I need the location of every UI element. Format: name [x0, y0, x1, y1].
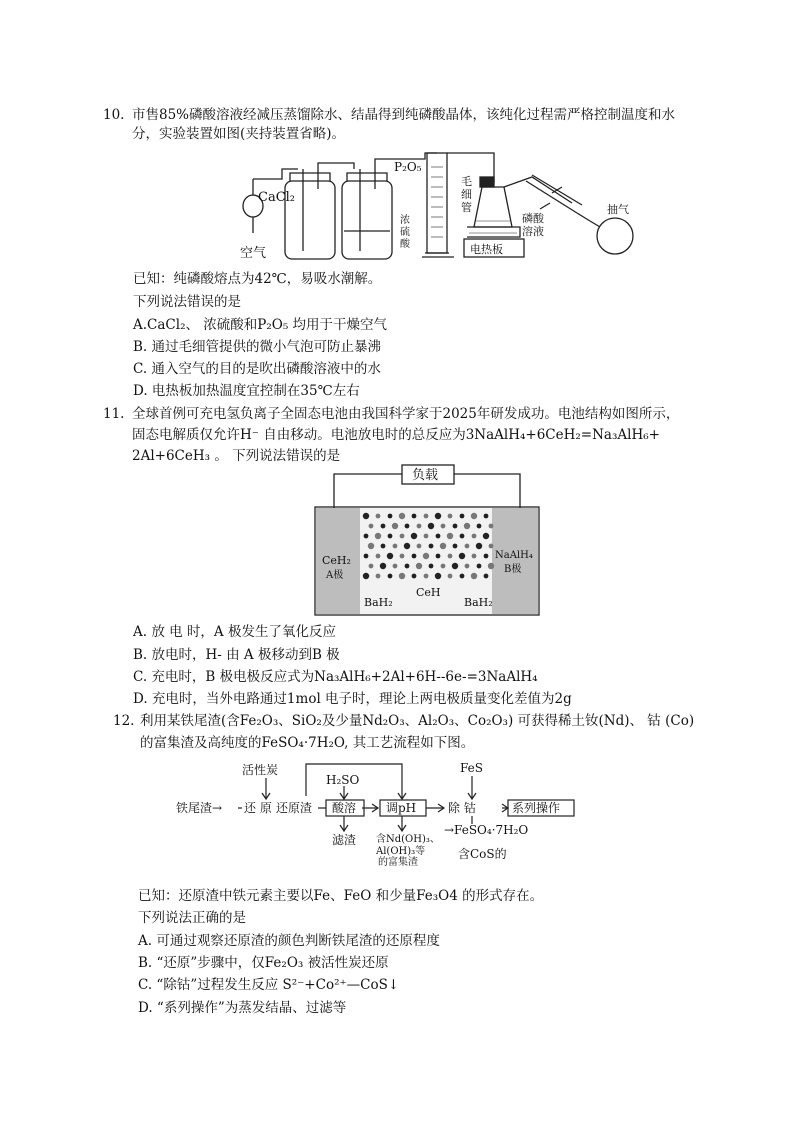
electrolyte-particle [453, 524, 458, 529]
q10-label-air: 空气 [240, 246, 267, 261]
q11-battery-figure [312, 462, 544, 620]
electrolyte-particle [424, 534, 429, 539]
q11-right-bottom-label: B极 [504, 564, 522, 575]
electrolyte-particle [465, 544, 470, 549]
electrolyte-particle [404, 543, 410, 549]
electrolyte-particle [476, 543, 482, 549]
q10-stem-line2: 分，实验装置如图(夹持装置省略)。 [132, 126, 346, 142]
q12-label-enriched-3: 的富集渣 [378, 857, 418, 868]
q10-known: 已知：纯磷酸熔点为42℃，易吸水潮解。 [133, 271, 382, 287]
q12-label-h2so4: H₂SO [326, 773, 360, 787]
q11-option-c: C. 充电时，B 极电极反应式为Na₃AlH₆+2Al+6H--6e-=3NaAlH₄ [133, 669, 538, 685]
q10-number: 10. [103, 107, 125, 123]
q10-ask: 下列说法错误的是 [133, 294, 241, 310]
electrolyte-particle [376, 574, 381, 579]
q12-option-d: D. “系列操作”为蒸发结晶、过滤等 [138, 1000, 347, 1016]
q11-option-a: A. 放 电 时，A 极发生了氧化反应 [133, 624, 336, 640]
electrolyte-particle [436, 534, 441, 539]
q11-right-electrode [492, 508, 538, 614]
electrolyte-particle [488, 563, 494, 569]
electrolyte-particle [484, 574, 489, 579]
electrolyte-particle [448, 574, 453, 579]
electrolyte-particle [381, 524, 386, 529]
q10-label-cacl2: CaCl₂ [258, 190, 296, 205]
electrolyte-particle [472, 534, 477, 539]
electrolyte-particle [364, 534, 369, 539]
electrolyte-particle [369, 524, 374, 529]
electrolyte-particle [477, 564, 482, 569]
electrolyte-particle [381, 544, 386, 549]
q10-label-phos-1: 磷酸 [522, 212, 544, 225]
electrolyte-particle [405, 564, 410, 569]
q12-stem-line1: 利用某铁尾渣(含Fe₂O₃、SiO₂及少量Nd₂O₃、Al₂O₃、Co₂O₃) 可获得稀土钕(Nd)、 钴 (Co) [140, 713, 695, 729]
electrolyte-particle [393, 544, 398, 549]
q12-label-series-ops: 系列操作 [512, 801, 561, 815]
electrolyte-particle [364, 554, 369, 559]
electrolyte-particle [484, 554, 489, 559]
electrolyte-particle [412, 514, 417, 519]
q10-label-p2o5: P₂O₅ [394, 160, 422, 174]
electrolyte-particle [441, 564, 446, 569]
q10-label-pump: 抽气 [607, 203, 629, 216]
q10-option-a: A.CaCl₂、 浓硫酸和P₂O₅ 均用于干燥空气 [133, 317, 388, 333]
electrolyte-particle [477, 524, 482, 529]
q11-option-d: D. 充电时，当外电路通过1mol 电子时，理论上两电极质量变化差值为2g [133, 691, 572, 707]
q12-flowchart [176, 758, 596, 868]
electrolyte-particle [435, 573, 441, 579]
electrolyte-particle [400, 534, 405, 539]
electrolyte-particle [363, 573, 369, 579]
q12-option-a: A. 可通过观察还原渣的颜色判断铁尾渣的还原程度 [138, 933, 440, 949]
q12-ask: 下列说法正确的是 [138, 910, 246, 926]
q10-label-capillary-2: 细 [461, 188, 472, 201]
q10-label-capillary-3: 管 [461, 201, 472, 214]
q11-stem-line1: 全球首例可充电氢负离子全固态电池由我国科学家于2025年研发成功。电池结构如图所示， [132, 406, 680, 422]
q12-label-adjust-ph: 调pH [386, 801, 417, 815]
q10-label-conc-acid-3: 酸 [400, 239, 410, 250]
electrolyte-particle [411, 533, 417, 539]
q12-known: 已知：还原渣中铁元素主要以Fe、FeO 和少量Fe₃O4 的形式存在。 [138, 888, 544, 904]
q12-label-filter-residue: 滤渣 [332, 833, 357, 847]
electrolyte-particle [363, 513, 369, 519]
q10-label-phos-2: 溶液 [522, 225, 544, 238]
electrolyte-particle [453, 544, 458, 549]
electrolyte-particle [441, 524, 446, 529]
q12-option-b: B. “还原”步骤中，仅Fe₂O₃ 被活性炭还原 [138, 955, 389, 971]
electrolyte-particle [435, 513, 441, 519]
q12-label-cos: 含CoS的 [458, 847, 507, 861]
q10-apparatus-figure [232, 143, 642, 268]
electrolyte-particle [368, 543, 374, 549]
electrolyte-particle [424, 514, 429, 519]
electrolyte-particle [465, 564, 470, 569]
q12-number: 12. [113, 713, 135, 729]
q12-label-activated-carbon: 活性炭 [242, 763, 279, 777]
electrolyte-particle [464, 523, 470, 529]
electrolyte-particle [472, 554, 477, 559]
q11-bah2-left-label: BaH₂ [364, 596, 393, 609]
electrolyte-particle [376, 514, 381, 519]
q12-option-c: C. “除钴”过程发生反应 S²⁻+Co²⁺—CoS↓ [138, 977, 400, 993]
electrolyte-particle [489, 524, 494, 529]
electrolyte-particle [388, 574, 393, 579]
electrolyte-particle [400, 554, 405, 559]
electrolyte-particle [375, 533, 381, 539]
electrolyte-particle [417, 524, 422, 529]
electrolyte-particle [417, 544, 422, 549]
electrolyte-particle [416, 563, 422, 569]
q12-label-iron-tailings: 铁尾渣→ [176, 801, 223, 815]
electrolyte-particle [399, 513, 405, 519]
electrolyte-particle [460, 514, 465, 519]
q12-label-reduce: 还 原 [244, 801, 272, 815]
electrolyte-particle [388, 534, 393, 539]
electrolyte-particle [376, 554, 381, 559]
q11-bah2-right-label: BaH₂ [464, 596, 493, 609]
electrolyte-particle [436, 554, 441, 559]
electrolyte-particle [429, 544, 434, 549]
electrolyte-particle [369, 564, 374, 569]
q12-label-fes: FeS [460, 761, 483, 775]
q10-option-d: D. 电热板加热温度宜控制在35℃左右 [133, 383, 360, 399]
electrolyte-particle [405, 524, 410, 529]
electrolyte-particle [424, 574, 429, 579]
q10-label-hotplate: 电热板 [470, 243, 503, 256]
electrolyte-particle [412, 574, 417, 579]
q11-ceh-label: CeH [416, 586, 441, 599]
q11-stem-line2: 固态电解质仅允许H⁻ 自由移动。电池放电时的总反应为3NaAlH₄+6CeH₂=Na₃AlH₆+ [132, 427, 660, 443]
q10-option-b: B. 通过毛细管提供的微小气泡可防止暴沸 [133, 339, 382, 355]
electrolyte-particle [471, 573, 477, 579]
q12-label-reduced-slag: 还原渣 [276, 801, 313, 815]
q10-label-conc-acid-1: 浓 [400, 215, 410, 226]
q12-label-remove-co: 除 钴 [448, 801, 476, 815]
electrolyte-particle [393, 564, 398, 569]
electrolyte-particle [447, 533, 453, 539]
electrolyte-particle [429, 564, 434, 569]
electrolyte-particle [412, 554, 417, 559]
q12-label-acid-leach: 酸溶 [332, 801, 357, 815]
q11-stem-line3: 2Al+6CeH₃ 。 下列说法错误的是 [132, 448, 341, 464]
electrolyte-particle [459, 553, 465, 559]
electrolyte-particle [388, 514, 393, 519]
q10-label-conc-acid-2: 硫 [400, 227, 410, 238]
electrolyte-particle [448, 554, 453, 559]
electrolyte-particle [483, 533, 489, 539]
q11-load-label: 负载 [412, 468, 439, 483]
electrolyte-particle [392, 523, 398, 529]
electrolyte-particle [428, 523, 434, 529]
q12-stem-line2: 的富集渣及高纯度的FeSO₄·7H₂O, 其工艺流程如下图。 [140, 735, 475, 751]
q12-label-product: →FeSO₄·7H₂O [444, 823, 529, 837]
q11-option-b: B. 放电时，H- 由 A 极移动到B 极 [133, 647, 340, 663]
electrolyte-particle [460, 574, 465, 579]
electrolyte-particle [460, 534, 465, 539]
electrolyte-particle [471, 513, 477, 519]
q11-left-top-label: CeH₂ [322, 554, 351, 567]
electrolyte-particle [452, 563, 458, 569]
q11-left-bottom-label: A极 [326, 570, 344, 581]
q12-label-enriched-1: 含Nd(OH)₃、 [376, 834, 440, 845]
electrolyte-particle [423, 553, 429, 559]
q12-label-enriched-2: Al(OH)₃等 [376, 846, 426, 857]
electrolyte-particle [387, 553, 393, 559]
q10-option-c: C. 通入空气的目的是吹出磷酸溶液中的水 [133, 361, 381, 377]
electrolyte-particle [399, 573, 405, 579]
electrolyte-particle [380, 563, 386, 569]
q11-number: 11. [103, 406, 125, 422]
q10-stem-line1: 市售85%磷酸溶液经减压蒸馏除水、结晶得到纯磷酸晶体，该纯化过程需严格控制温度和水 [132, 107, 676, 123]
q11-right-top-label: NaAlH₄ [495, 550, 533, 561]
electrolyte-particle [448, 514, 453, 519]
electrolyte-particle [440, 543, 446, 549]
electrolyte-particle [489, 544, 494, 549]
electrolyte-particle [484, 514, 489, 519]
q10-label-capillary-1: 毛 [461, 175, 472, 188]
